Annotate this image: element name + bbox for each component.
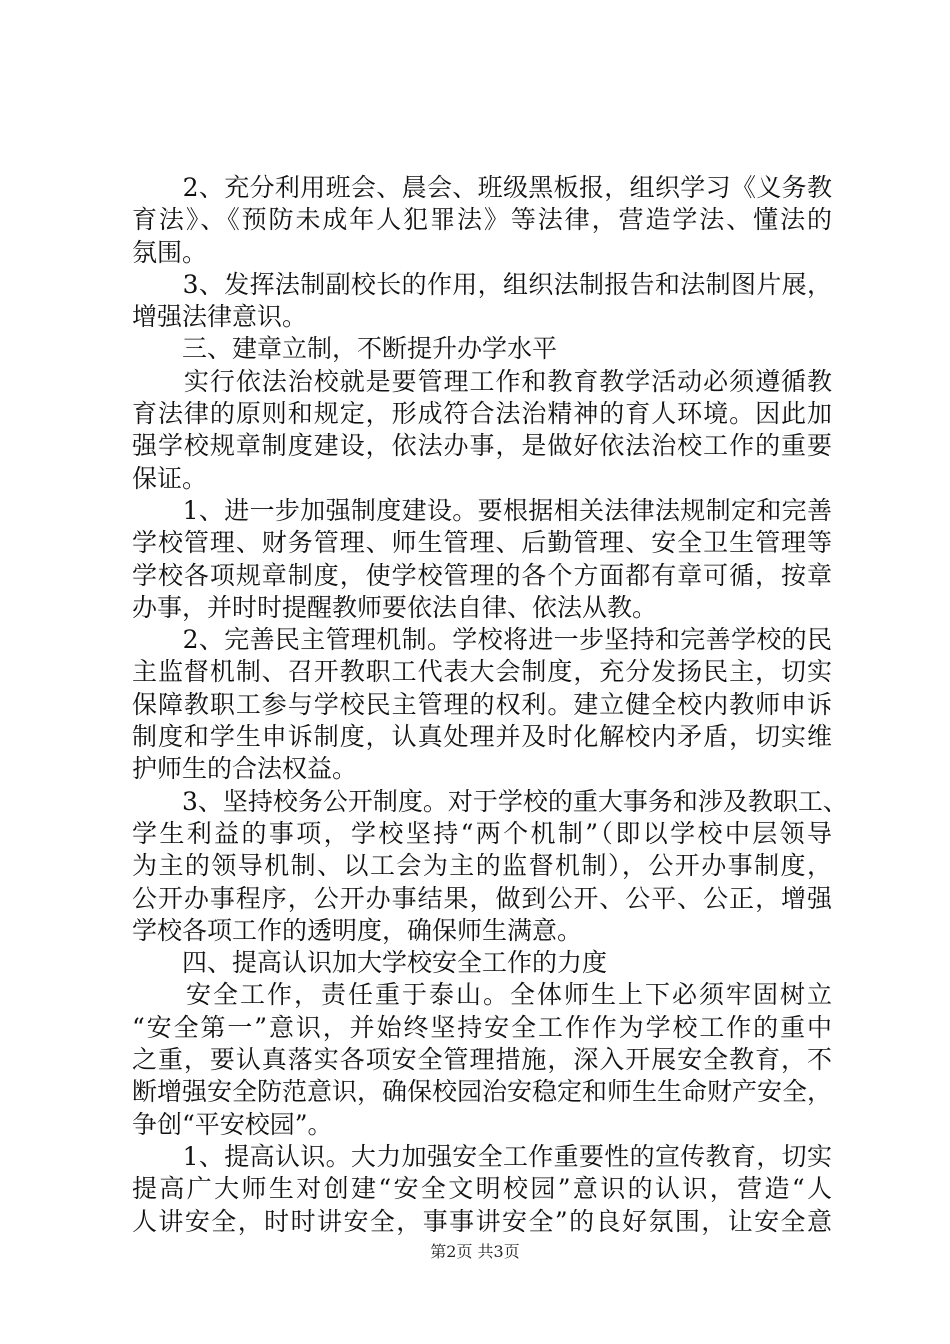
text-line: 人讲安全，时时讲安全，事事讲安全”的良好氛围，让安全意 [132,1206,832,1236]
text-line: 增强法律意识。 [132,302,308,332]
text-line: 主监督机制、召开教职工代表大会制度，充分发扬民主，切实 [132,657,832,687]
document-body [132,172,848,1238]
text-line: 三、建章立制，不断提升办学水平 [132,334,558,364]
text-line: 保证。 [132,463,208,493]
text-line: 1、进一步加强制度建设。要根据相关法律法规制定和完善 [132,495,832,525]
text-line: 强学校规章制度建设，依法办事，是做好依法治校工作的重要 [132,431,832,461]
text-line: 学校管理、财务管理、师生管理、后勤管理、安全卫生管理等 [132,528,832,558]
text-line: 断增强安全防范意识，确保校园治安稳定和师生生命财产安全， [132,1077,833,1107]
text-line: 1、提高认识。大力加强安全工作重要性的宣传教育，切实 [132,1141,832,1171]
text-line: 安全工作，责任重于泰山。全体师生上下必须牢固树立 [132,980,832,1010]
text-line: 育法律的原则和规定，形成符合法治精神的育人环境。因此加 [132,399,832,429]
text-line: 四、提高认识加大学校安全工作的力度 [132,948,608,978]
text-line: 公开办事程序，公开办事结果，做到公开、公平、公正，增强 [132,883,832,913]
text-line: 学生利益的事项，学校坚持“两个机制”（即以学校中层领导 [132,818,832,848]
text-line: 2、完善民主管理机制。学校将进一步坚持和完善学校的民 [132,625,832,655]
text-line: 之重，要认真落实各项安全管理措施，深入开展安全教育，不 [132,1045,832,1075]
text-line: “安全第一”意识，并始终坚持安全工作作为学校工作的重中 [132,1012,832,1042]
text-line: 保障教职工参与学校民主管理的权利。建立健全校内教师申诉 [132,689,832,719]
text-line: 办事，并时时提醒教师要依法自律、依法从教。 [132,592,658,622]
text-line: 3、发挥法制副校长的作用，组织法制报告和法制图片展， [132,269,832,299]
text-line: 2、充分利用班会、晨会、班级黑板报，组织学习《义务教 [132,173,832,202]
text-line: 学校各项规章制度，使学校管理的各个方面都有章可循，按章 [132,560,832,590]
page-footer: 第2页 共3页 [430,1242,520,1261]
text-line: 制度和学生申诉制度，认真处理并及时化解校内矛盾，切实维 [132,722,832,752]
text-line: 育法》、《预防未成年人犯罪法》等法律，营造学法、懂法的 [132,205,832,235]
text-line: 氛围。 [132,237,208,267]
text-line: 护师生的合法权益。 [132,754,358,784]
text-line: 争创“平安校园”。 [132,1109,333,1139]
text-line: 实行依法治校就是要管理工作和教育教学活动必须遵循教 [132,366,832,396]
text-line: 提高广大师生对创建“安全文明校园”意识的认识，营造“人 [132,1174,832,1204]
text-line: 为主的领导机制、以工会为主的监督机制），公开办事制度， [132,851,832,881]
text-line: 学校各项工作的透明度，确保师生满意。 [132,915,583,945]
text-line: 3、坚持校务公开制度。对于学校的重大事务和涉及教职工、 [132,786,848,816]
